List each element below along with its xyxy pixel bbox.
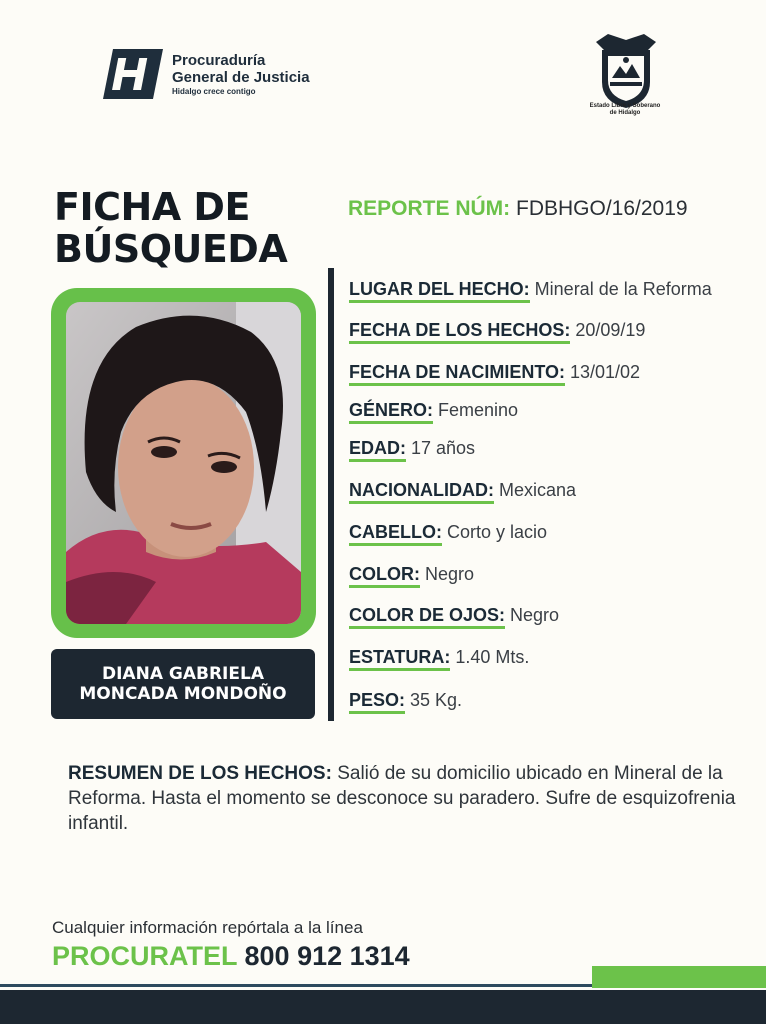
procuratel-hotline <box>52 941 410 972</box>
summary-section <box>68 761 748 836</box>
field-value: Negro <box>420 564 475 584</box>
report-value: FDBHGO/16/2019 <box>510 197 688 220</box>
field-lugar-del-hecho <box>349 279 712 300</box>
field-label: CABELLO: <box>349 522 442 546</box>
page-title <box>54 186 287 270</box>
seal-caption-line-1: Estado Libre y Soberano <box>589 103 661 109</box>
footer-thin-line <box>0 984 592 987</box>
field-value: 1.40 Mts. <box>450 647 530 667</box>
procuratel-phone: 800 912 1314 <box>237 941 410 971</box>
report-number <box>348 197 688 221</box>
title-line-1: FICHA DE <box>54 185 250 229</box>
footer-navy-bar <box>0 990 766 1024</box>
missing-person-photo <box>66 302 301 624</box>
person-name-plate <box>51 649 315 719</box>
report-label: REPORTE NÚM: <box>348 197 511 220</box>
field-value: Mexicana <box>493 480 577 500</box>
seal-caption-line-2: de Hidalgo <box>609 110 641 116</box>
field-value: 17 años <box>406 438 476 458</box>
logo-line-1: Procuraduría <box>172 52 266 69</box>
field-label: COLOR DE OJOS: <box>349 605 505 629</box>
contact-instruction: Cualquier información repórtala a la línea <box>52 918 363 937</box>
field-color-de-ojos <box>349 605 559 626</box>
field-color <box>349 564 474 585</box>
field-genero <box>349 400 518 421</box>
field-label: GÉNERO: <box>349 400 433 424</box>
field-value: 35 Kg. <box>405 690 463 710</box>
field-value: Corto y lacio <box>442 522 548 542</box>
procuraduria-logo-text <box>172 52 310 98</box>
field-value: Mineral de la Reforma <box>529 279 712 299</box>
field-label: FECHA DE NACIMIENTO: <box>349 362 565 386</box>
field-value: Negro <box>505 605 560 625</box>
field-label: ESTATURA: <box>349 647 450 671</box>
summary-label: RESUMEN DE LOS HECHOS: <box>68 763 332 784</box>
summary-text: Salió de su domicilio ubicado en Mineral de la Reforma. Hasta el momento se desconoce su paradero. Sufre de esquizofrenia infantil. <box>68 763 736 834</box>
field-fecha-de-nacimiento <box>349 362 640 383</box>
field-fecha-de-los-hechos <box>349 320 645 341</box>
hidalgo-coat-of-arms-icon <box>588 30 664 110</box>
title-line-2: BÚSQUEDA <box>54 227 288 271</box>
field-label: FECHA DE LOS HECHOS: <box>349 320 570 344</box>
logo-slogan: Hidalgo crece contigo <box>172 87 256 96</box>
field-label: EDAD: <box>349 438 406 462</box>
person-name-line-2: MONCADA MONDOÑO <box>79 684 287 704</box>
field-label: LUGAR DEL HECHO: <box>349 279 530 303</box>
field-nacionalidad <box>349 480 576 501</box>
vertical-divider <box>328 268 334 721</box>
field-cabello <box>349 522 547 543</box>
field-edad <box>349 438 475 459</box>
field-peso <box>349 690 462 711</box>
field-label: PESO: <box>349 690 405 714</box>
procuraduria-logo-icon <box>103 49 163 99</box>
field-value: 20/09/19 <box>570 320 646 340</box>
procuratel-brand: PROCURATEL <box>52 941 238 971</box>
person-name-line-1: DIANA GABRIELA <box>102 664 264 684</box>
field-label: COLOR: <box>349 564 420 588</box>
field-value: 13/01/02 <box>565 362 641 382</box>
field-label: NACIONALIDAD: <box>349 480 494 504</box>
field-value: Femenino <box>433 400 519 420</box>
field-estatura <box>349 647 529 668</box>
footer-green-bar <box>592 966 766 988</box>
seal-caption <box>570 103 680 117</box>
logo-line-2: General de Justicia <box>172 69 310 86</box>
